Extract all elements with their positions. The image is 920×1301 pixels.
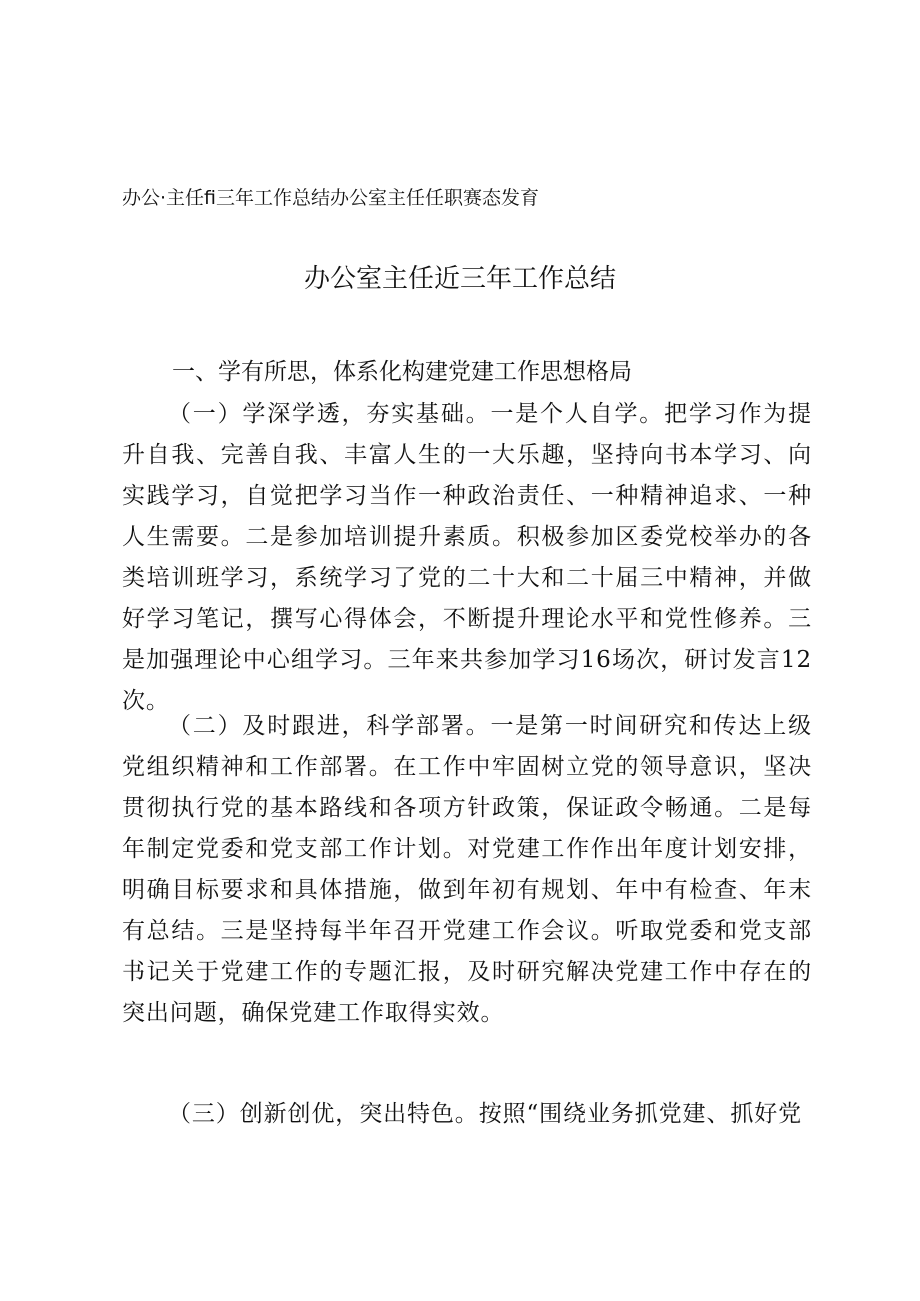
document-title: 办公室主任近三年工作总结 xyxy=(303,264,616,294)
document-header: 办公·主任fi三年工作总结办公室主任任职赛态发育 xyxy=(122,187,540,209)
paragraph-1: （一）学深学透，夯实基础。一是个人自学。把学习作为提升自我、完善自我、丰富人生的一大乐趣，坚持向书本学习、向实践学习，自觉把学习当作一种政治责任、一种精神追求、一种人生需要。二是参加培训提升素质。积极参加区委党校举办的各类培训班学习，系统学习了党的二十大和二十届三中精神，并做好学习笔记，撰写心得体会，不断提升理论水平和党性修养。三是加强理论中心组学习。三年来共参加学习16场次，研讨发言12次。 xyxy=(122,401,812,714)
section-heading: 一、学有所思，体系化构建党建工作思想格局 xyxy=(172,359,632,385)
paragraph-3: （三）创新创优，突出特色。按照“围绕业务抓党建、抓好党 xyxy=(168,1101,803,1127)
paragraph-2: （二）及时跟进，科学部署。一是第一时间研究和传达上级党组织精神和工作部署。在工作中牢固树立党的领导意识，坚决贯彻执行党的基本路线和各项方针政策，保证政令畅通。二是每年制定党委和党支部工作计划。对党建工作作出年度计划安排，明确目标要求和具体措施，做到年初有规划、年中有检查、年末有总结。三是坚持每半年召开党建工作会议。听取党委和党支部书记关于党建工作的专题汇报，及时研究解决党建工作中存在的突出问题，确保党建工作取得实效。 xyxy=(122,713,812,1026)
